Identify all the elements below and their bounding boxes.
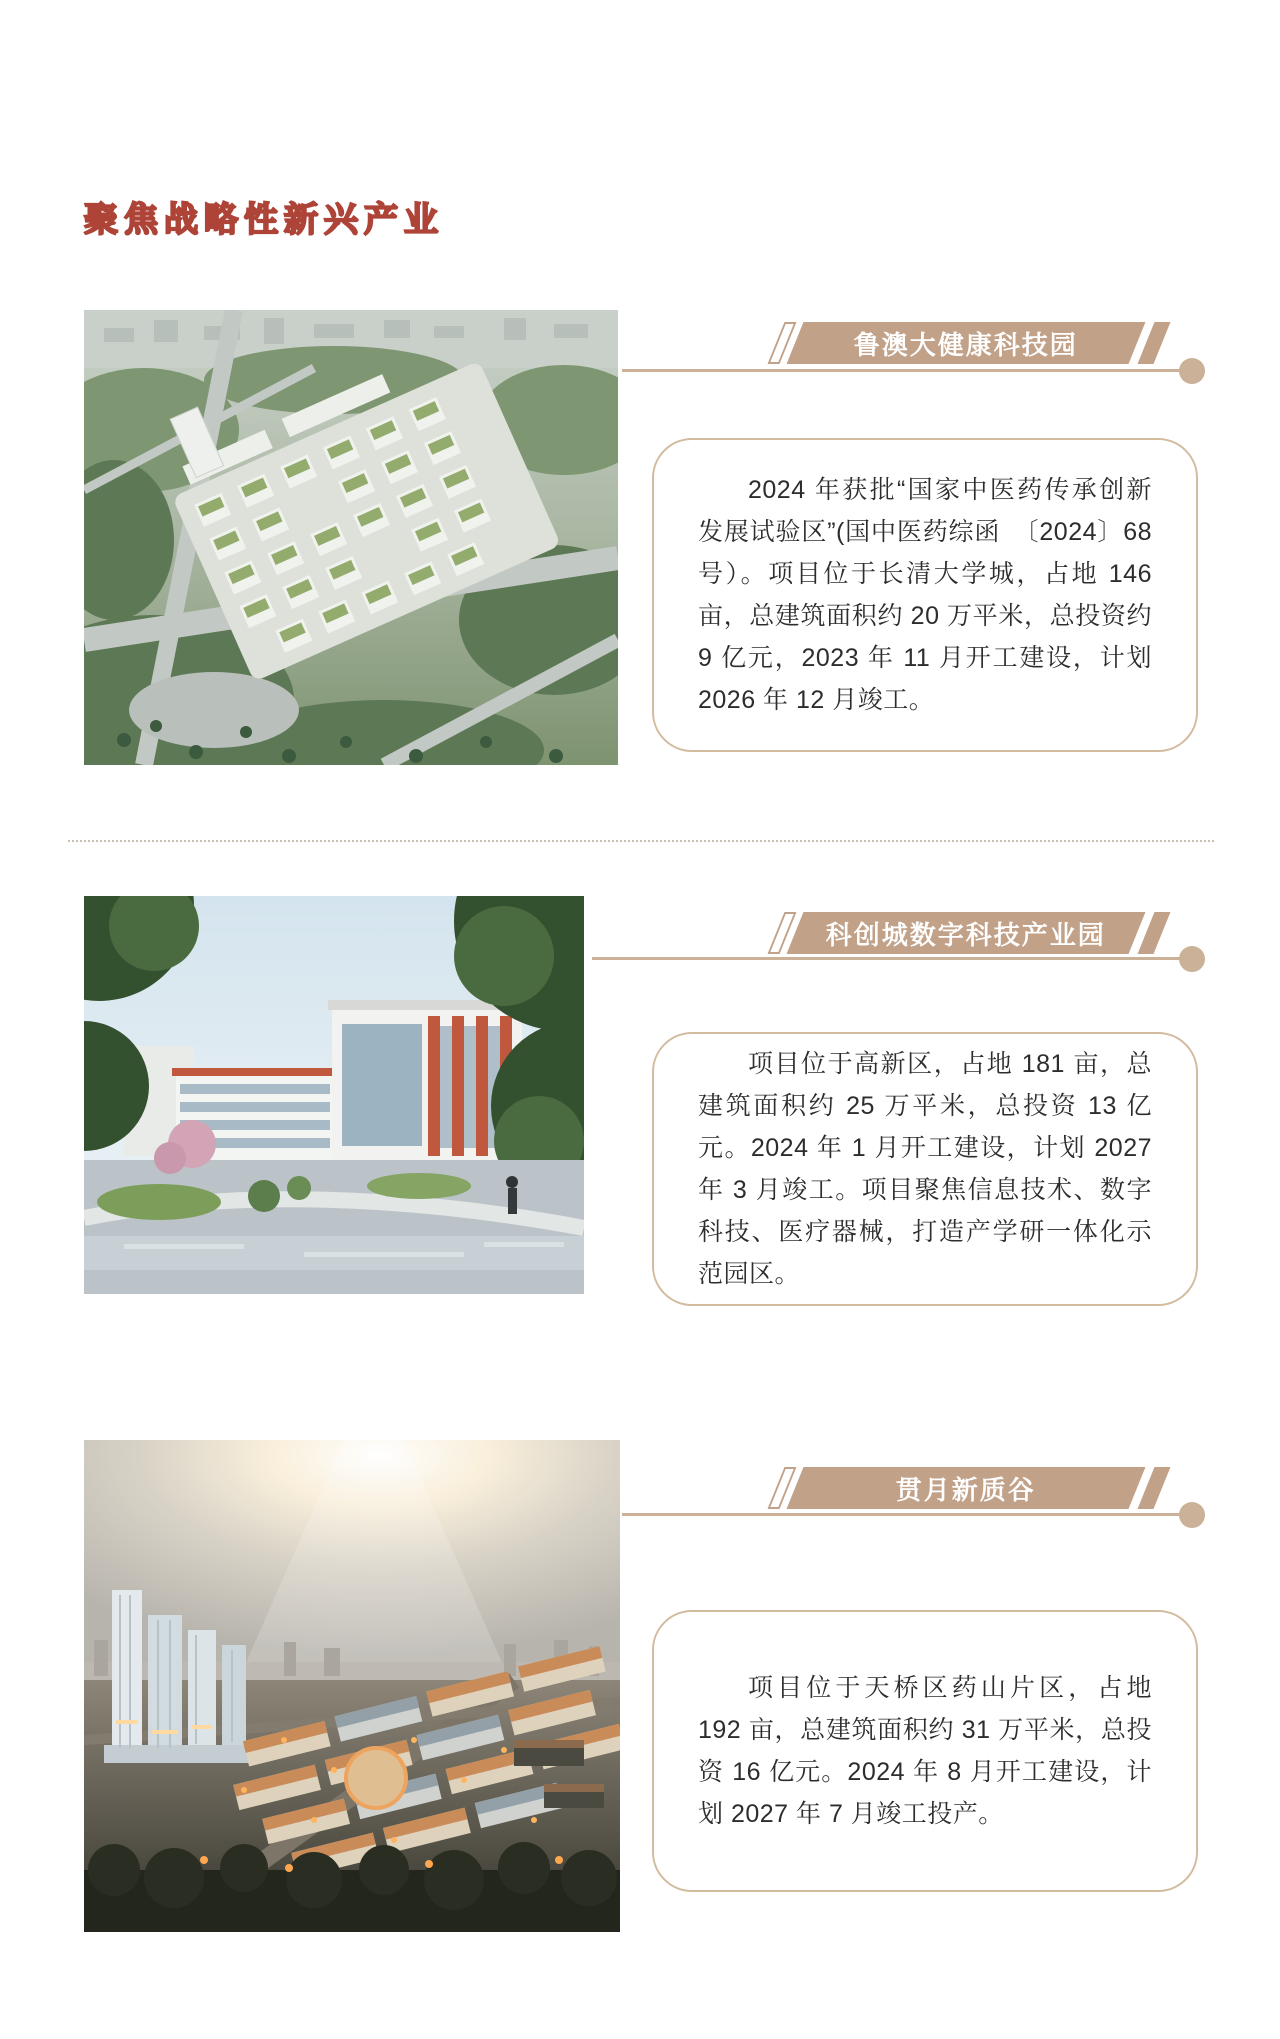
connector-dot — [1179, 1502, 1205, 1528]
section-banner-kechuang — [776, 912, 1162, 954]
connector-line — [592, 957, 1180, 960]
description-text: 项目位于天桥区药山片区，占地 192 亩，总建筑面积约 31 万平米，总投资 16 亿元。2024 年 8 月开工建设，计划 2027 年 7 月竣工投产。 — [698, 1674, 1152, 1828]
banner-label: 贯月新质谷 — [895, 1474, 1036, 1505]
connector-dot — [1179, 946, 1205, 972]
section-divider — [68, 840, 1214, 842]
banner-body — [787, 322, 1146, 364]
section-banner-guanyue — [776, 1467, 1162, 1509]
banner-label: 鲁澳大健康科技园 — [853, 329, 1078, 360]
guanyue-valley-aerial-photo — [84, 1440, 620, 1932]
description-box-luao — [652, 438, 1198, 752]
connector-dot — [1179, 358, 1205, 384]
digital-tech-park-photo — [84, 896, 584, 1294]
description-text: 2024 年获批“国家中医药传承创新发展试验区”(国中医药综函 〔2024〕68 号）。项目位于长清大学城，占地 146 亩，总建筑面积约 20 万平米，总投资约 9 亿元，2023 年 11 月开工建设，计划 2026 年 12 月竣工。 — [698, 476, 1152, 714]
banner-body — [787, 912, 1146, 954]
aerial-campus-rendering — [84, 310, 618, 765]
banner-label: 科创城数字科技产业园 — [825, 919, 1106, 950]
luao-park-aerial-photo — [84, 310, 618, 765]
connector-line — [622, 369, 1180, 372]
description-box-kechuang — [652, 1032, 1198, 1306]
banner-body — [787, 1467, 1146, 1509]
section-banner-luao — [776, 322, 1162, 364]
page-title: 聚焦战略性新兴产业 — [84, 201, 444, 239]
sunset-aerial-rendering — [84, 1440, 620, 1932]
description-text: 项目位于高新区，占地 181 亩，总建筑面积约 25 万平米，总投资 13 亿元。2024 年 1 月开工建设，计划 2027 年 3 月竣工。项目聚焦信息技术、数字科技、医疗器械，打造产学研一体化示范园区。 — [698, 1050, 1152, 1288]
campus-building-rendering — [84, 896, 584, 1294]
connector-line — [622, 1513, 1180, 1516]
description-box-guanyue — [652, 1610, 1198, 1892]
